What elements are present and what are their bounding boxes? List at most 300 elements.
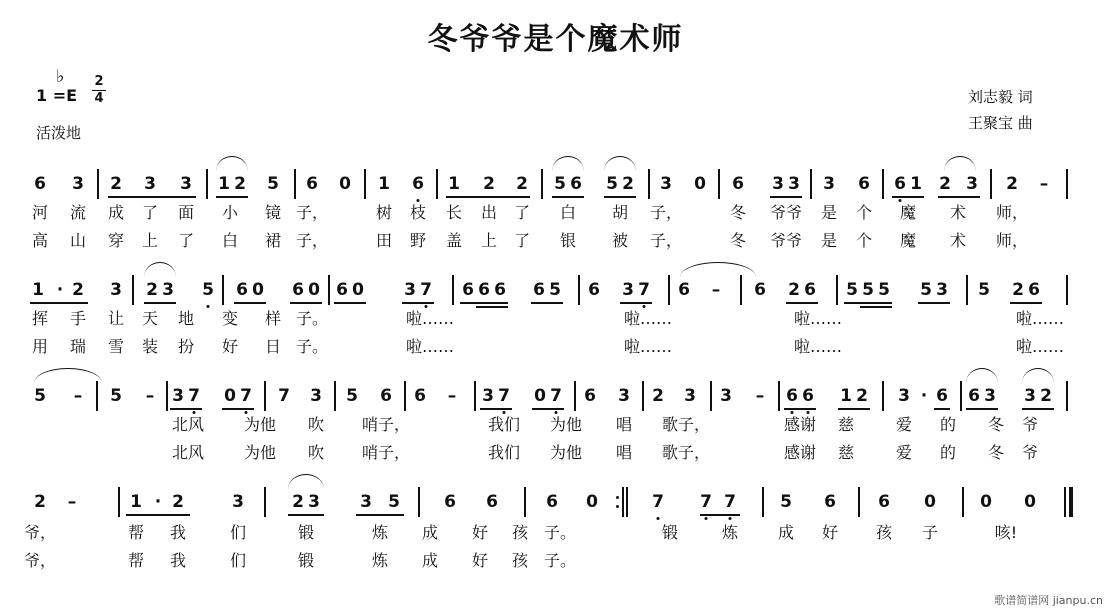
note: 7 (652, 492, 664, 512)
beam (1010, 302, 1042, 304)
lyric-syllable: 用 (31, 337, 49, 356)
note: 5 (346, 386, 358, 406)
beam (552, 196, 584, 198)
note: 5 (606, 174, 618, 194)
note: 3 (936, 280, 948, 300)
lyric-syllable: 了 (141, 203, 159, 222)
lyric-syllable: 扮 (177, 337, 195, 356)
barline (97, 169, 99, 199)
note: 6 (546, 492, 558, 512)
barline (778, 381, 780, 411)
lyric-syllable: 是 (820, 203, 838, 222)
note: 6 (306, 174, 318, 194)
beam (700, 514, 740, 516)
barline (328, 275, 330, 305)
lyric-syllable: 胡 (611, 203, 629, 222)
lyric-syllable: 高 (31, 231, 49, 250)
note: 6 (824, 492, 836, 512)
note: · (56, 280, 64, 300)
lyric-syllable: 流 (69, 203, 87, 222)
lyrics-line-2-verse-2 (0, 336, 1111, 358)
note: 6 (968, 386, 980, 406)
lyric-syllable: 长 (445, 203, 463, 222)
music-line-4 (0, 490, 1111, 514)
lyric-syllable: 了 (177, 231, 195, 250)
note: 1 (448, 174, 460, 194)
tie (680, 262, 756, 277)
barline (364, 169, 366, 199)
note: 6 (802, 386, 814, 406)
beam (1022, 408, 1054, 410)
lyric-syllable: 们 (229, 523, 247, 542)
beam (532, 408, 564, 410)
note: 6 (786, 386, 798, 406)
beam (126, 514, 190, 516)
barline (858, 487, 860, 517)
lyric-syllable: 锻 (661, 523, 679, 542)
beam (144, 302, 176, 304)
note: 2 (483, 174, 495, 194)
low-octave-dot (729, 517, 732, 520)
note: 6 (570, 174, 582, 194)
lyric-syllable: 冬 (987, 415, 1005, 434)
note: 6 (412, 174, 424, 194)
time-signature-denominator: 4 (92, 90, 106, 107)
lyric-syllable: 锻 (297, 551, 315, 570)
barline (668, 275, 670, 305)
lyric-syllable: 们 (229, 551, 247, 570)
note: 6 (754, 280, 766, 300)
lyric-syllable: 手 (69, 309, 87, 328)
low-octave-dot (657, 517, 660, 520)
note: 3 (1024, 386, 1036, 406)
lyric-syllable: 哨子， (361, 415, 411, 434)
lyric-syllable: 好 (471, 551, 489, 570)
note: 6 (336, 280, 348, 300)
lyric-syllable: 慈 (837, 443, 855, 462)
lyric-syllable: 为他 (549, 415, 583, 434)
note: 0 (252, 280, 264, 300)
note: 5 (554, 174, 566, 194)
note: 7 (240, 386, 252, 406)
slur (216, 156, 248, 171)
beam (170, 408, 202, 410)
note: 2 (516, 174, 528, 194)
barline (762, 487, 764, 517)
barline (836, 275, 838, 305)
final-barline (1064, 487, 1072, 517)
lyric-syllable: 裙 (264, 231, 282, 250)
note: 0 (352, 280, 364, 300)
lyric-syllable: 树 (375, 203, 393, 222)
barline (222, 275, 224, 305)
music-line-3 (0, 384, 1111, 408)
note: 0 (308, 280, 320, 300)
lyric-syllable: 唱 (615, 443, 633, 462)
song-title: 冬爷爷是个魔术师 (427, 22, 684, 57)
lyric-syllable: 了 (513, 203, 531, 222)
composer-credit: 王聚宝 曲 (968, 114, 1033, 132)
slur (944, 156, 976, 171)
note: 2 (622, 174, 634, 194)
note: 2 (34, 492, 46, 512)
note: 0 (980, 492, 992, 512)
lyric-syllable: 子。 (295, 337, 329, 356)
barline (264, 487, 266, 517)
lyric-syllable: 天 (141, 309, 159, 328)
lyric-syllable: 冬 (987, 443, 1005, 462)
note: 1 (218, 174, 230, 194)
note: 5 (920, 280, 932, 300)
lyric-syllable: 变 (221, 309, 239, 328)
lyric-syllable: 好 (821, 523, 839, 542)
barline (1066, 381, 1068, 411)
note: 7 (700, 492, 712, 512)
note: 6 (678, 280, 690, 300)
beam (786, 302, 818, 304)
barline (524, 487, 526, 517)
lyric-syllable: 我们 (487, 415, 521, 434)
note: 1 (32, 280, 44, 300)
beam (356, 514, 404, 516)
note: 5 (34, 386, 46, 406)
lyric-syllable: 地 (177, 309, 195, 328)
lyric-syllable: 成 (777, 523, 795, 542)
note: 6 (494, 280, 506, 300)
note: 3 (72, 174, 84, 194)
lyric-syllable: 了 (513, 231, 531, 250)
music-line-1 (0, 172, 1111, 196)
note: 3 (110, 280, 122, 300)
note: 6 (236, 280, 248, 300)
note: 2 (939, 174, 951, 194)
note: 6 (588, 280, 600, 300)
note: · (154, 492, 162, 512)
note: 0 (924, 492, 936, 512)
note: – (67, 492, 77, 512)
lyric-syllable: 的 (939, 415, 957, 434)
note: 5 (978, 280, 990, 300)
note: 6 (292, 280, 304, 300)
note: 6 (486, 492, 498, 512)
music-line-2 (0, 278, 1111, 302)
note: 0 (1024, 492, 1036, 512)
note: 0 (339, 174, 351, 194)
lyric-syllable: 术 (949, 231, 967, 250)
note: 3 (660, 174, 672, 194)
lyric-syllable: 帮 (127, 523, 145, 542)
barline (452, 275, 454, 305)
note: 2 (1006, 174, 1018, 194)
note: 7 (278, 386, 290, 406)
lyric-syllable: 成 (107, 203, 125, 222)
note: 5 (862, 280, 874, 300)
note: 3 (984, 386, 996, 406)
lyric-syllable: 歌子， (661, 415, 711, 434)
note: 3 (404, 280, 416, 300)
lyric-syllable: 镜 (264, 203, 282, 222)
lyric-syllable: 爷爷 (769, 231, 803, 250)
note: 5 (202, 280, 214, 300)
lyric-syllable: 慈 (837, 415, 855, 434)
note: 3 (144, 174, 156, 194)
lyric-syllable: 爷爷 (769, 203, 803, 222)
beam (531, 302, 563, 304)
lyric-syllable: 个 (855, 231, 873, 250)
lyric-syllable: 术 (949, 203, 967, 222)
beam (934, 408, 950, 410)
beam (234, 302, 266, 304)
slur (1022, 368, 1054, 383)
barline (966, 275, 968, 305)
note: 6 (878, 492, 890, 512)
beam (938, 196, 980, 198)
note: – (755, 386, 765, 406)
note: 1 (130, 492, 142, 512)
beam (288, 514, 324, 516)
note: 6 (936, 386, 948, 406)
lyric-syllable: 爷 (1021, 443, 1039, 462)
lyric-syllable: 被 (611, 231, 629, 250)
barline (648, 169, 650, 199)
note: 3 (232, 492, 244, 512)
lyric-syllable: 盖 (445, 231, 463, 250)
note: 2 (172, 492, 184, 512)
slur (966, 368, 998, 383)
note: 3 (622, 280, 634, 300)
lyric-syllable: 成 (421, 551, 439, 570)
note: 6 (380, 386, 392, 406)
lyric-syllable: 出 (480, 203, 498, 222)
lyric-syllable: 咳! (994, 523, 1018, 542)
barline (578, 275, 580, 305)
note: 5 (549, 280, 561, 300)
barline (132, 275, 134, 305)
lyric-syllable: 感谢 (783, 415, 817, 434)
lyric-syllable: 孩 (511, 551, 529, 570)
beam (892, 196, 924, 198)
barline (882, 169, 884, 199)
note: 2 (1012, 280, 1024, 300)
note: 2 (110, 174, 122, 194)
lyric-syllable: 上 (480, 231, 498, 250)
lyric-syllable: 孩 (875, 523, 893, 542)
note: 1 (910, 174, 922, 194)
beam (108, 196, 196, 198)
note: 5 (388, 492, 400, 512)
note: – (1039, 174, 1049, 194)
note: 6 (804, 280, 816, 300)
lyric-syllable: 魔 (899, 231, 917, 250)
note: 3 (308, 492, 320, 512)
flat-sign: ♭ (56, 66, 65, 87)
note: 2 (292, 492, 304, 512)
note: 5 (110, 386, 122, 406)
lyrics-line-4-verse-1 (0, 522, 1111, 544)
lyric-syllable: 子 (921, 523, 939, 542)
slur (552, 156, 584, 171)
note: – (711, 280, 721, 300)
note: 7 (638, 280, 650, 300)
barline (642, 381, 644, 411)
barline (264, 381, 266, 411)
lyric-syllable: 歌子， (661, 443, 711, 462)
lyric-syllable: 哨子， (361, 443, 411, 462)
lyric-syllable: 啦…… (1015, 309, 1065, 328)
lyricist-credit: 刘志毅 词 (968, 88, 1033, 106)
note: 2 (1040, 386, 1052, 406)
lyric-syllable: 是 (820, 231, 838, 250)
lyric-syllable: 装 (141, 337, 159, 356)
lyric-syllable: 炼 (371, 523, 389, 542)
note: 2 (652, 386, 664, 406)
note: 1 (840, 386, 852, 406)
beam (460, 302, 508, 304)
lyric-syllable: 感谢 (783, 443, 817, 462)
note: 3 (360, 492, 372, 512)
note: 7 (420, 280, 432, 300)
lyric-syllable: 野 (409, 231, 427, 250)
beam (290, 302, 322, 304)
lyrics-line-2-verse-1 (0, 308, 1111, 330)
beam (918, 302, 950, 304)
lyric-syllable: 的 (939, 443, 957, 462)
beam (838, 408, 870, 410)
lyric-syllable: 子， (295, 203, 329, 222)
key-signature: 1 =E (36, 86, 78, 105)
note: 0 (694, 174, 706, 194)
note: 5 (780, 492, 792, 512)
slur (144, 262, 176, 277)
time-signature (92, 74, 106, 107)
lyric-syllable: 孩 (511, 523, 529, 542)
note: – (447, 386, 457, 406)
lyric-syllable: 啦…… (405, 309, 455, 328)
note: 2 (788, 280, 800, 300)
note: 3 (172, 386, 184, 406)
beam (844, 302, 892, 304)
lyric-syllable: 子。 (543, 523, 577, 542)
barline (418, 487, 420, 517)
barline (334, 381, 336, 411)
note: 3 (823, 174, 835, 194)
note: – (145, 386, 155, 406)
lyric-syllable: 挥 (31, 309, 49, 328)
lyric-syllable: 山 (69, 231, 87, 250)
lyric-syllable: 河 (31, 203, 49, 222)
barline (118, 487, 120, 517)
lyric-syllable: 爷， (23, 551, 57, 570)
lyric-syllable: 师， (995, 231, 1029, 250)
note: 3 (772, 174, 784, 194)
lyric-syllable: 冬 (729, 231, 747, 250)
barline (882, 381, 884, 411)
lyric-syllable: 上 (141, 231, 159, 250)
note: 6 (34, 174, 46, 194)
lyric-syllable: 爱 (895, 443, 913, 462)
beam (770, 196, 802, 198)
lyric-syllable: 爱 (895, 415, 913, 434)
tempo-marking: 活泼地 (36, 124, 82, 142)
beam (402, 302, 434, 304)
slur (604, 156, 636, 171)
barline (810, 169, 812, 199)
lyric-syllable: 师， (995, 203, 1029, 222)
lyric-syllable: 子， (649, 231, 683, 250)
barline (436, 169, 438, 199)
note: 7 (724, 492, 736, 512)
note: 6 (894, 174, 906, 194)
note: 2 (72, 280, 84, 300)
lyric-syllable: 面 (177, 203, 195, 222)
lyric-syllable: 枝 (409, 203, 427, 222)
lyric-syllable: 子。 (543, 551, 577, 570)
note: 3 (180, 174, 192, 194)
lyric-syllable: 炼 (721, 523, 739, 542)
lyric-syllable: 冬 (729, 203, 747, 222)
note: 5 (846, 280, 858, 300)
note: 3 (898, 386, 910, 406)
lyric-syllable: 为他 (549, 443, 583, 462)
lyric-syllable: 个 (855, 203, 873, 222)
lyric-syllable: 帮 (127, 551, 145, 570)
lyric-syllable: 为他 (243, 415, 277, 434)
note: 6 (584, 386, 596, 406)
note: 0 (534, 386, 546, 406)
lyrics-line-4-verse-2 (0, 550, 1111, 572)
barline (404, 381, 406, 411)
beam (222, 408, 254, 410)
lyric-syllable: 吹 (307, 443, 325, 462)
lyric-syllable: 啦…… (793, 309, 843, 328)
barline (541, 169, 543, 199)
lyric-syllable: 样 (264, 309, 282, 328)
lyric-syllable: 成 (421, 523, 439, 542)
beam (216, 196, 248, 198)
beam (480, 408, 512, 410)
repeat-sign (616, 487, 630, 517)
lyric-syllable: 子， (295, 231, 329, 250)
lyric-syllable: 锻 (297, 523, 315, 542)
lyric-syllable: 啦…… (623, 337, 673, 356)
beam (30, 302, 88, 304)
lyric-syllable: 爷， (23, 523, 57, 542)
time-signature-numerator: 2 (94, 74, 104, 89)
lyric-syllable: 唱 (615, 415, 633, 434)
barline (990, 169, 992, 199)
note: 5 (267, 174, 279, 194)
lyric-syllable: 吹 (307, 415, 325, 434)
beam (446, 196, 530, 198)
note: 0 (586, 492, 598, 512)
note: 3 (788, 174, 800, 194)
lyric-syllable: 啦…… (405, 337, 455, 356)
lyric-syllable: 北风 (171, 415, 205, 434)
note: – (73, 386, 83, 406)
lyric-syllable: 好 (471, 523, 489, 542)
beam (604, 196, 636, 198)
note: 3 (720, 386, 732, 406)
note: 3 (162, 280, 174, 300)
note: 2 (234, 174, 246, 194)
note: 2 (856, 386, 868, 406)
lyric-syllable: 日 (264, 337, 282, 356)
lyric-syllable: 让 (107, 309, 125, 328)
note: 6 (1028, 280, 1040, 300)
note: 3 (310, 386, 322, 406)
lyric-syllable: 银 (559, 231, 577, 250)
barline (1066, 169, 1068, 199)
